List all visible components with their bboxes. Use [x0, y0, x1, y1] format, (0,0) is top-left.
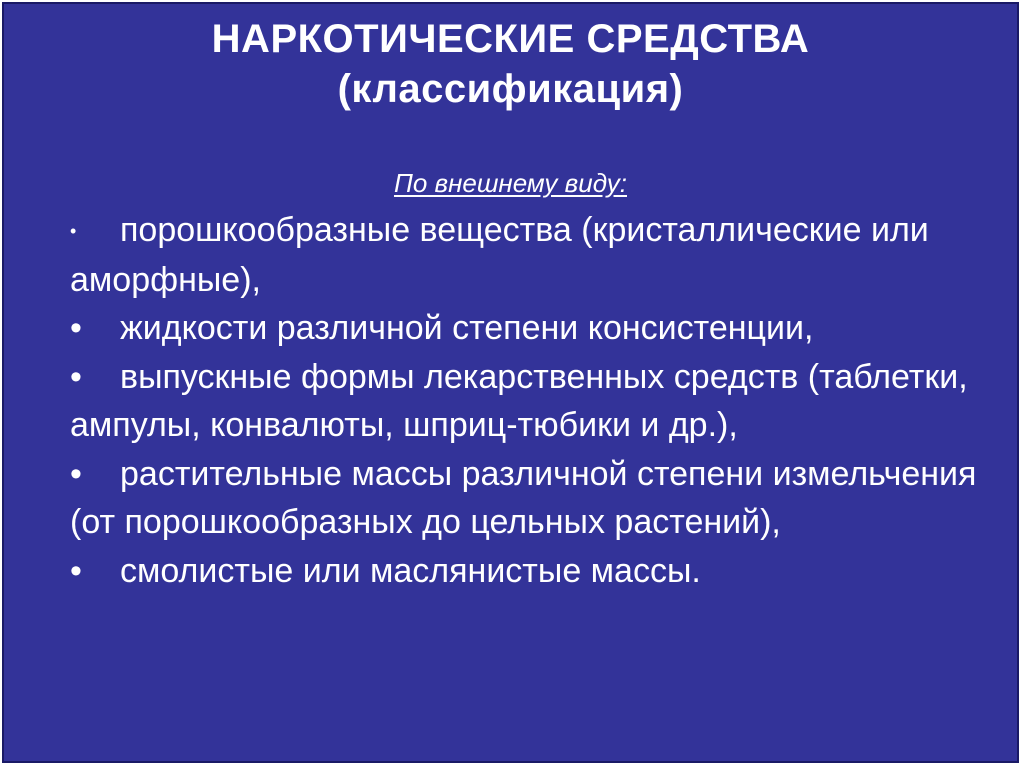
title-line-2: (классификация) — [337, 67, 684, 111]
bullet-list — [70, 206, 1005, 595]
list-item — [70, 547, 1005, 596]
bullet-icon: • — [70, 357, 82, 396]
list-item-text: порошкообразные вещества (кристаллические или аморфные), — [70, 211, 929, 299]
list-item-text: смолистые или маслянистые массы. — [120, 551, 701, 590]
slide-title — [4, 14, 1017, 114]
list-item-text: жидкости различной степени консистенции, — [120, 309, 814, 347]
list-item — [70, 450, 1005, 547]
section-subtitle: По внешнему виду: — [393, 168, 627, 198]
bullet-icon: • — [70, 551, 82, 590]
list-item — [70, 353, 1005, 450]
slide — [2, 2, 1019, 763]
list-item-text: растительные массы различной степени измельчения (от порошкообразных до цельных растений), — [70, 454, 977, 541]
bullet-icon: • — [70, 309, 82, 347]
title-line-1: НАРКОТИЧЕСКИЕ СРЕДСТВА — [211, 17, 810, 61]
list-item — [70, 304, 1005, 353]
list-item-text: выпускные формы лекарственных средств (таблетки, ампулы, конвалюты, шприц-тюбики и др.), — [70, 357, 968, 444]
bullet-icon: • — [70, 221, 77, 241]
list-item — [70, 206, 1005, 304]
bullet-icon: • — [70, 454, 82, 493]
